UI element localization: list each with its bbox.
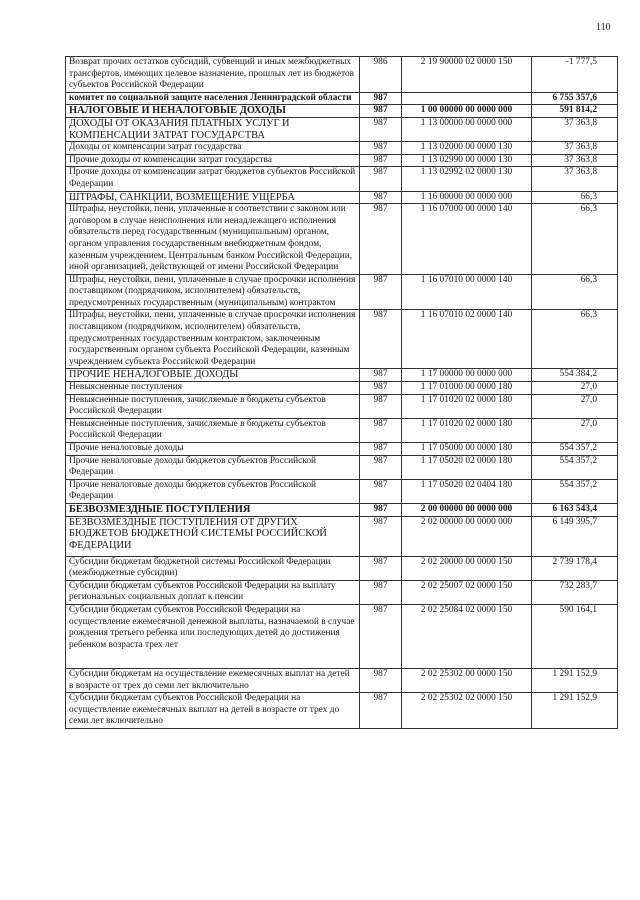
- row-name-cell: Прочие доходы от компенсации затрат бюджетов субъектов Российской Федерации: [66, 167, 360, 191]
- row-budget-code-cell: 2 02 25007 02 0000 150: [402, 580, 532, 604]
- table-row: [66, 668, 618, 692]
- row-budget-code-cell: 1 16 07010 02 0000 140: [402, 310, 532, 369]
- row-budget-code-cell: 1 16 00000 00 0000 000: [402, 191, 532, 204]
- row-budget-code-cell: 1 17 01000 00 0000 180: [402, 382, 532, 395]
- row-name-cell: ДОХОДЫ ОТ ОКАЗАНИЯ ПЛАТНЫХ УСЛУГ И КОМПЕНСАЦИИ ЗАТРАТ ГОСУДАРСТВА: [66, 117, 360, 141]
- row-budget-code-cell: 1 17 05000 00 0000 180: [402, 443, 532, 456]
- row-admin-code-cell: 987: [360, 443, 402, 456]
- row-budget-code-cell: 2 19 90000 02 0000 150: [402, 57, 532, 93]
- row-amount-cell: 6 149 395,7: [532, 516, 618, 556]
- table-row: [66, 479, 618, 503]
- row-admin-code-cell: 987: [360, 503, 402, 516]
- row-name-cell: Прочие неналоговые доходы бюджетов субъектов Российской Федерации: [66, 479, 360, 503]
- table-row: [66, 274, 618, 310]
- table-row: [66, 693, 618, 729]
- table-row: [66, 117, 618, 141]
- row-budget-code-cell: 1 17 01020 02 0000 180: [402, 418, 532, 442]
- row-amount-cell: -1 777,5: [532, 57, 618, 93]
- row-name-cell: комитет по социальной защите населения Ленинградской области: [66, 92, 360, 105]
- row-name-cell: Штрафы, неустойки, пени, уплаченные в случае просрочки исполнения поставщиком (подрядчиком, исполнителем) обязательств, предусмотренных государственным контрактом, заключенным государственным органом субъекта Российской Федерации, казенным учреждением субъекта Российской Федерации: [66, 310, 360, 369]
- table-row: [66, 105, 618, 118]
- row-name-cell: ШТРАФЫ, САНКЦИИ, ВОЗМЕЩЕНИЕ УЩЕРБА: [66, 191, 360, 204]
- row-name-cell: БЕЗВОЗМЕЗДНЫЕ ПОСТУПЛЕНИЯ: [66, 503, 360, 516]
- row-admin-code-cell: 987: [360, 479, 402, 503]
- row-admin-code-cell: 987: [360, 191, 402, 204]
- row-admin-code-cell: 987: [360, 167, 402, 191]
- row-budget-code-cell: [402, 92, 532, 105]
- row-admin-code-cell: 987: [360, 117, 402, 141]
- row-name-cell: Субсидии бюджетам на осуществление ежемесячных выплат на детей в возрасте от трех до семи лет включительно: [66, 668, 360, 692]
- row-admin-code-cell: 987: [360, 142, 402, 155]
- row-amount-cell: 554 357,2: [532, 455, 618, 479]
- table-row: [66, 310, 618, 369]
- row-budget-code-cell: 1 17 01020 02 0000 180: [402, 394, 532, 418]
- table-row: [66, 142, 618, 155]
- row-admin-code-cell: 987: [360, 693, 402, 729]
- row-amount-cell: 27,0: [532, 382, 618, 395]
- row-name-cell: Субсидии бюджетам субъектов Российской Федерации на осуществление ежемесячных выплат на детей в возрасте от трех до семи лет включительно: [66, 693, 360, 729]
- row-budget-code-cell: 1 00 00000 00 0000 000: [402, 105, 532, 118]
- row-name-cell: НАЛОГОВЫЕ И НЕНАЛОГОВЫЕ ДОХОДЫ: [66, 105, 360, 118]
- revenue-table: [65, 56, 618, 729]
- row-name-cell: Невыясненные поступления, зачисляемые в бюджеты субъектов Российской Федерации: [66, 418, 360, 442]
- row-admin-code-cell: 987: [360, 455, 402, 479]
- row-admin-code-cell: 987: [360, 369, 402, 382]
- row-admin-code-cell: 987: [360, 154, 402, 167]
- table-row: [66, 167, 618, 191]
- table-row: [66, 418, 618, 442]
- row-budget-code-cell: 1 17 05020 02 0000 180: [402, 455, 532, 479]
- row-budget-code-cell: 1 16 07000 00 0000 140: [402, 204, 532, 275]
- row-name-cell: Субсидии бюджетам субъектов Российской Федерации на осуществление ежемесячной денежной выплаты, назначаемой в случае рождения третьего ребенка или последующих детей до достижения ребенком возраста трех лет: [66, 604, 360, 668]
- row-admin-code-cell: 987: [360, 556, 402, 580]
- row-amount-cell: 37 363,8: [532, 142, 618, 155]
- row-budget-code-cell: 1 16 07010 00 0000 140: [402, 274, 532, 310]
- row-amount-cell: 27,0: [532, 394, 618, 418]
- row-amount-cell: 2 739 178,4: [532, 556, 618, 580]
- row-admin-code-cell: 987: [360, 92, 402, 105]
- table-row: [66, 154, 618, 167]
- row-name-cell: Субсидии бюджетам бюджетной системы Российской Федерации (межбюджетные субсидии): [66, 556, 360, 580]
- row-name-cell: Штрафы, неустойки, пени, уплаченные в случае просрочки исполнения поставщиком (подрядчиком, исполнителем) обязательств, предусмотренных государственным (муниципальным) контрактом: [66, 274, 360, 310]
- table-row: [66, 92, 618, 105]
- table-row: [66, 57, 618, 93]
- row-name-cell: Невыясненные поступления: [66, 382, 360, 395]
- row-admin-code-cell: 987: [360, 516, 402, 556]
- row-amount-cell: 554 384,2: [532, 369, 618, 382]
- table-row: [66, 191, 618, 204]
- row-amount-cell: 1 291 152,9: [532, 668, 618, 692]
- table-row: [66, 503, 618, 516]
- row-budget-code-cell: 2 02 25084 02 0000 150: [402, 604, 532, 668]
- row-budget-code-cell: 2 02 20000 00 0000 150: [402, 556, 532, 580]
- row-amount-cell: 66,3: [532, 274, 618, 310]
- row-name-cell: Прочие доходы от компенсации затрат государства: [66, 154, 360, 167]
- row-admin-code-cell: 987: [360, 604, 402, 668]
- row-admin-code-cell: 986: [360, 57, 402, 93]
- page-number: 110: [596, 22, 611, 33]
- table-row: [66, 604, 618, 668]
- row-budget-code-cell: 1 13 00000 00 0000 000: [402, 117, 532, 141]
- row-admin-code-cell: 987: [360, 668, 402, 692]
- table-row: [66, 443, 618, 456]
- row-budget-code-cell: 1 13 02992 02 0000 130: [402, 167, 532, 191]
- row-budget-code-cell: 1 17 05020 02 0404 180: [402, 479, 532, 503]
- row-amount-cell: 66,3: [532, 310, 618, 369]
- row-admin-code-cell: 987: [360, 580, 402, 604]
- row-amount-cell: 554 357,2: [532, 479, 618, 503]
- row-amount-cell: 37 363,8: [532, 117, 618, 141]
- row-budget-code-cell: 2 00 00000 00 0000 000: [402, 503, 532, 516]
- row-amount-cell: 554 357,2: [532, 443, 618, 456]
- row-amount-cell: 37 363,8: [532, 154, 618, 167]
- row-budget-code-cell: 2 02 25302 00 0000 150: [402, 668, 532, 692]
- row-budget-code-cell: 2 02 00000 00 0000 000: [402, 516, 532, 556]
- row-amount-cell: 1 291 152,9: [532, 693, 618, 729]
- table-row: [66, 369, 618, 382]
- table-row: [66, 394, 618, 418]
- row-budget-code-cell: 1 13 02000 00 0000 130: [402, 142, 532, 155]
- row-admin-code-cell: 987: [360, 105, 402, 118]
- row-budget-code-cell: 1 17 00000 00 0000 000: [402, 369, 532, 382]
- table-row: [66, 580, 618, 604]
- row-amount-cell: 66,3: [532, 191, 618, 204]
- row-admin-code-cell: 987: [360, 204, 402, 275]
- row-amount-cell: 37 363,8: [532, 167, 618, 191]
- row-name-cell: БЕЗВОЗМЕЗДНЫЕ ПОСТУПЛЕНИЯ ОТ ДРУГИХ БЮДЖЕТОВ БЮДЖЕТНОЙ СИСТЕМЫ РОССИЙСКОЙ ФЕДЕРАЦИИ: [66, 516, 360, 556]
- row-amount-cell: 6 163 543,4: [532, 503, 618, 516]
- row-name-cell: Прочие неналоговые доходы бюджетов субъектов Российской Федерации: [66, 455, 360, 479]
- row-admin-code-cell: 987: [360, 418, 402, 442]
- row-amount-cell: 66,3: [532, 204, 618, 275]
- row-name-cell: Субсидии бюджетам субъектов Российской Федерации на выплату региональных социальных доплат к пенсии: [66, 580, 360, 604]
- row-amount-cell: 590 164,1: [532, 604, 618, 668]
- row-amount-cell: 591 814,2: [532, 105, 618, 118]
- row-name-cell: ПРОЧИЕ НЕНАЛОГОВЫЕ ДОХОДЫ: [66, 369, 360, 382]
- row-name-cell: Доходы от компенсации затрат государства: [66, 142, 360, 155]
- table-row: [66, 556, 618, 580]
- row-admin-code-cell: 987: [360, 394, 402, 418]
- row-amount-cell: 27,0: [532, 418, 618, 442]
- row-budget-code-cell: 1 13 02990 00 0000 130: [402, 154, 532, 167]
- table-row: [66, 516, 618, 556]
- row-admin-code-cell: 987: [360, 382, 402, 395]
- row-admin-code-cell: 987: [360, 310, 402, 369]
- row-name-cell: Штрафы, неустойки, пени, уплаченные в соответствии с законом или договором в случае неисполнения или ненадлежащего исполнения обязательств перед государственным (муниципальным) органом, органом управления государственным внебюджетным фондом, казенным учреждением, Центральным банком Российской Федерации, иной организацией, действующей от имени Российской Федерации: [66, 204, 360, 275]
- table-row: [66, 455, 618, 479]
- row-amount-cell: 732 283,7: [532, 580, 618, 604]
- row-budget-code-cell: 2 02 25302 02 0000 150: [402, 693, 532, 729]
- row-name-cell: Прочие неналоговые доходы: [66, 443, 360, 456]
- row-amount-cell: 6 755 357,6: [532, 92, 618, 105]
- row-name-cell: Невыясненные поступления, зачисляемые в бюджеты субъектов Российской Федерации: [66, 394, 360, 418]
- table-row: [66, 382, 618, 395]
- row-name-cell: Возврат прочих остатков субсидий, субвенций и иных межбюджетных трансфертов, имеющих целевое назначение, прошлых лет из бюджетов субъектов Российской Федерации: [66, 57, 360, 93]
- row-admin-code-cell: 987: [360, 274, 402, 310]
- table-row: [66, 204, 618, 275]
